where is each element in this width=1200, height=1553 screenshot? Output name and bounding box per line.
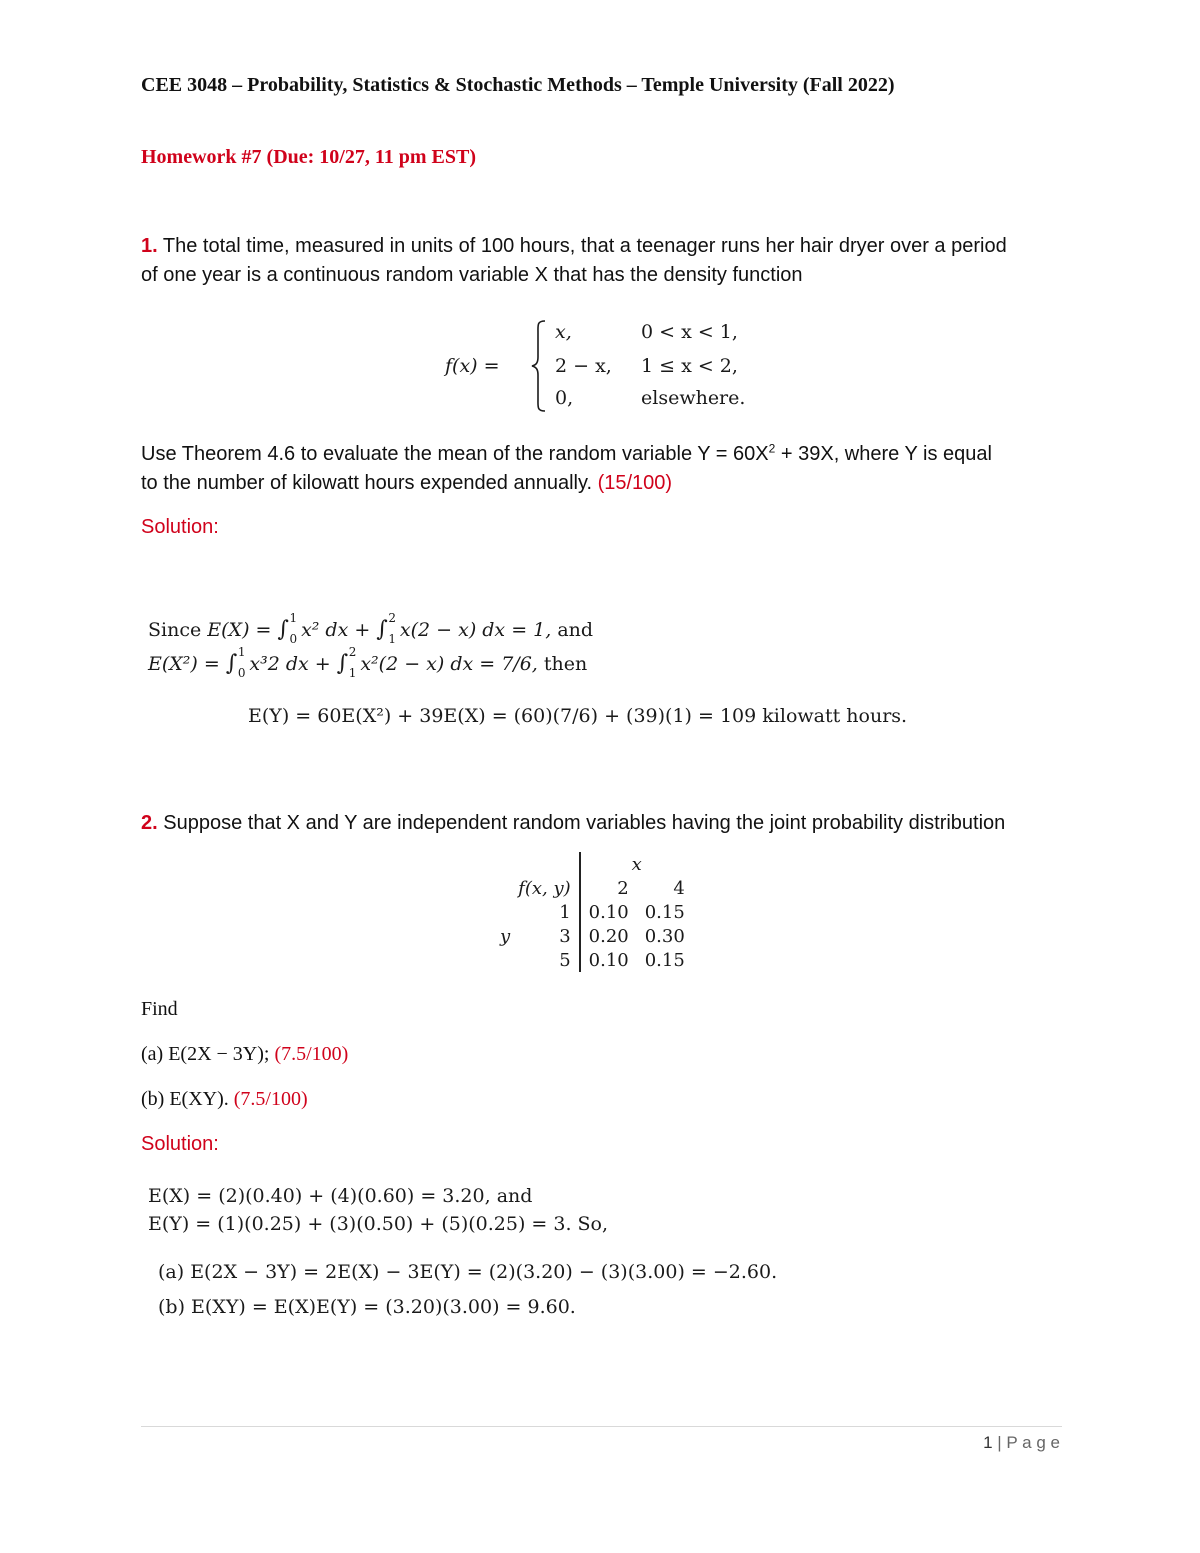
table-x-label: x: [631, 853, 642, 875]
q2-number: 2.: [141, 812, 158, 834]
page-label: | P a g e: [997, 1433, 1060, 1452]
table-y-label: y: [500, 925, 511, 947]
q1-text-part1: The total time, measured in units of 100 hours, that a teenager runs her hair dryer over a period: [162, 235, 1007, 257]
table-y-value: 5: [518, 948, 579, 972]
q1-text-line1: [141, 235, 1007, 258]
q2-sol-a: (a) E(2X − 3Y) = 2E(X) − 3E(Y) = (2)(3.20) − (3)(3.00) = −2.60.: [158, 1261, 778, 1283]
q2-text-body: Suppose that X and Y are independent random variables having the joint probability distribution: [163, 812, 1006, 834]
table-cell: 0.30: [644, 925, 685, 947]
q1-task-sup: 2: [768, 441, 776, 456]
integral-icon: ∫ 1 0: [277, 611, 298, 646]
integral-icon: ∫ 1 0: [225, 645, 246, 680]
q2-part-a: [141, 1043, 348, 1066]
q2-text: [141, 812, 1005, 835]
case-2-expr: 2 − x,: [555, 355, 612, 377]
q1-task-line2: [141, 472, 672, 495]
q2-sol-b: (b) E(XY) = E(X)E(Y) = (3.20)(3.00) = 9.60.: [158, 1296, 576, 1318]
page-footer: [960, 1433, 1060, 1453]
q2-part-b: [141, 1088, 308, 1111]
table-cell: 0.15: [644, 901, 685, 923]
q1-solution-label: Solution:: [141, 516, 219, 538]
sol-then: then: [543, 653, 588, 675]
table-cell: 0.10: [588, 901, 629, 923]
sol-ex-int1: x² dx +: [301, 619, 371, 641]
sol-ex2-int1: x³2 dx +: [249, 653, 331, 675]
table-row: [492, 948, 693, 972]
q1-task-part1: Use Theorem 4.6 to evaluate the mean of the random variable Y = 60X: [141, 443, 769, 465]
q1-sol-line2: [148, 645, 588, 680]
sol-and: and: [557, 619, 594, 641]
table-x-value: 4: [673, 877, 685, 899]
q1-sol-line1: [148, 611, 594, 646]
q2-find: Find: [141, 998, 178, 1020]
integral-icon: ∫ 2 1: [376, 611, 396, 646]
q2-part-b-text: (b) E(XY).: [141, 1088, 229, 1110]
joint-distribution-table: [492, 852, 693, 972]
q1-text-line2: of one year is a continuous random variable X that has the density function: [141, 264, 803, 286]
footer-divider: [141, 1426, 1062, 1427]
q2-sol-line1: E(X) = (2)(0.40) + (4)(0.60) = 3.20, and: [148, 1185, 533, 1207]
sol-since: Since: [148, 619, 202, 641]
case-3-expr: 0,: [555, 387, 574, 409]
q2-part-a-text: (a) E(2X − 3Y);: [141, 1043, 270, 1065]
table-row: [492, 924, 693, 948]
page-number: 1: [983, 1433, 993, 1452]
density-lhs: f(x) =: [445, 355, 500, 377]
q2-part-a-points: (7.5/100): [274, 1043, 349, 1065]
table-corner: f(x, y): [518, 877, 571, 899]
q1-number: 1.: [141, 235, 158, 257]
left-brace-icon: [531, 319, 547, 413]
q1-task-line1: [141, 443, 992, 466]
q2-sol-line2: E(Y) = (1)(0.25) + (3)(0.50) + (5)(0.25) = 3. So,: [148, 1213, 609, 1235]
course-title: CEE 3048 – Probability, Statistics & Stochastic Methods – Temple University (Fall 2022): [141, 74, 895, 96]
q2-solution-label: Solution:: [141, 1133, 219, 1155]
case-1-expr: x,: [555, 321, 572, 343]
q1-sol-ey: E(Y) = 60E(X²) + 39E(X) = (60)(7/6) + (39)(1) = 109 kilowatt hours.: [248, 705, 908, 727]
case-1-cond: 0 < x < 1,: [641, 321, 738, 343]
table-y-value: 1: [518, 900, 579, 924]
sol-ex: E(X) =: [207, 619, 272, 641]
case-3-cond: elsewhere.: [641, 387, 746, 409]
table-y-value: 3: [518, 924, 579, 948]
integral-icon: ∫ 2 1: [336, 645, 357, 680]
homework-title: Homework #7 (Due: 10/27, 11 pm EST): [141, 146, 476, 168]
sol-ex2: E(X²) =: [148, 653, 220, 675]
table-row: [492, 900, 693, 924]
q2-part-b-points: (7.5/100): [233, 1088, 308, 1110]
table-cell: 0.10: [588, 949, 629, 971]
sol-ex2-int2: x²(2 − x) dx = 7/6,: [360, 653, 538, 675]
q1-task-part2: + 39X, where Y is equal: [775, 443, 992, 465]
q1-task-line2-text: to the number of kilowatt hours expended annually.: [141, 472, 593, 494]
q1-points: (15/100): [597, 472, 673, 494]
table-cell: 0.20: [588, 925, 629, 947]
density-function: [445, 317, 765, 417]
case-2-cond: 1 ≤ x < 2,: [641, 355, 738, 377]
sol-ex-int2: x(2 − x) dx = 1,: [399, 619, 552, 641]
table-x-value: 2: [617, 877, 629, 899]
table-cell: 0.15: [644, 949, 685, 971]
